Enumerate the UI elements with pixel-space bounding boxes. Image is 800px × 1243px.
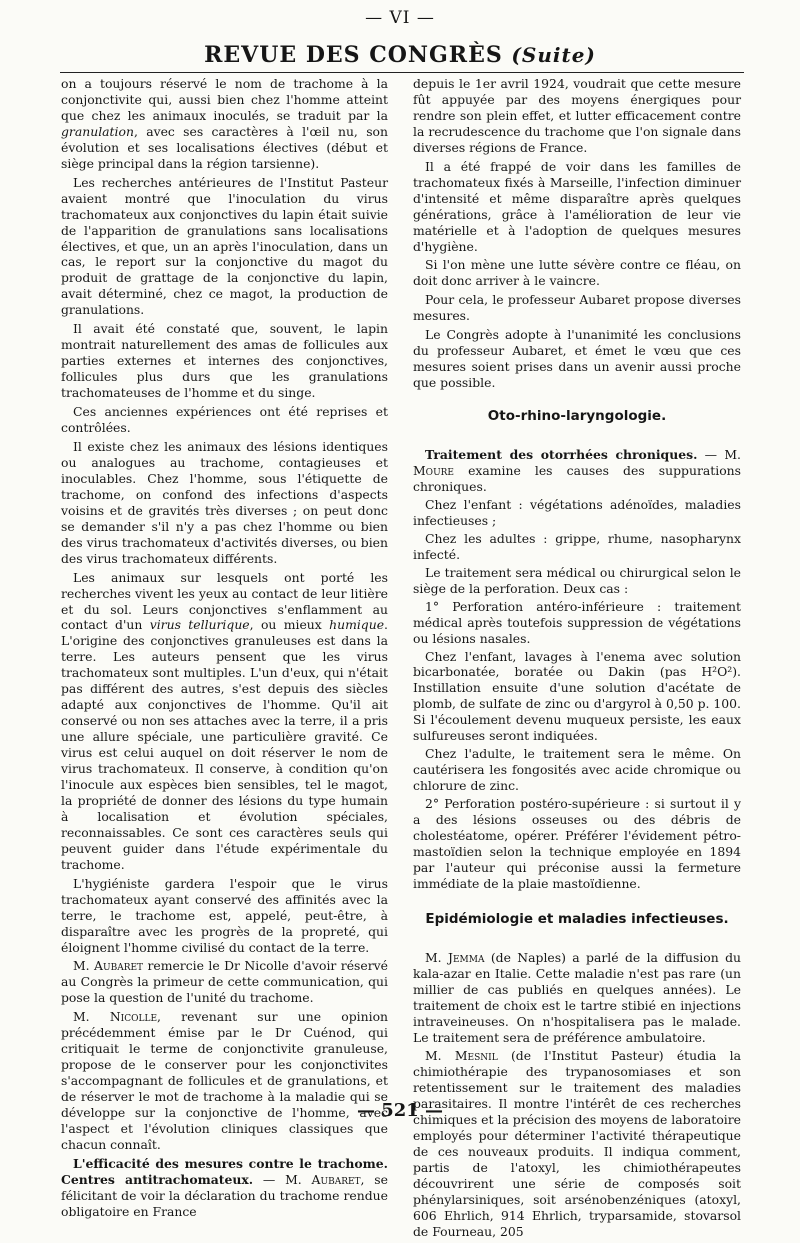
paragraph: Il a été frappé de voir dans les familles de trachomateux fixés à Marseille, l'infection diminuer d'intensité et même disparaître après quelques générations, grâce à l'amélioration de leur vie matérielle et à l'adoption de quelques mesures d'hygiène. (413, 158, 741, 254)
speaker-name: M. Aubaret (73, 958, 144, 974)
paragraph: 2° Perforation postéro-supérieure : si surtout il y a des lésions osseuses ou des débris de cholestéatome, opérer. Préférer l'évidement pétro-mastoïdien selon la technique employée en 1894 par l'auteur qui préconise aussi la fermeture immédiate de la plaie mastoïdienne. (413, 796, 741, 891)
speaker-name: Moure (413, 463, 454, 479)
running-head (0, 42, 800, 68)
left-column (61, 76, 388, 1223)
paragraph: Chez l'enfant : végétations adénoïdes, maladies infectieuses ; (413, 496, 741, 528)
paragraph: Il avait été constaté que, souvent, le lapin montrait naturellement des amas de follicules aux parties externes et internes des conjonctives, follicules plus durs que les granulations trachomateuses de l'homme et du singe. (61, 321, 388, 401)
paragraph: on a toujours réservé le nom de trachome à la conjonctivite qui, aussi bien chez l'homme atteint que chez les animaux inoculés, se traduit par la granulation, avec ses caractères à l'œil nu, son évolution et ses localisations électives (début et siège principal dans la région tarsienne). (61, 76, 388, 171)
speaker-name: M. Mesnil (425, 1048, 498, 1064)
paragraph: Ces anciennes expériences ont été reprises et contrôlées. (61, 404, 388, 436)
header-rule (60, 72, 744, 73)
right-column (413, 76, 741, 1243)
paragraph: Pour cela, le professeur Aubaret propose diverses mesures. (413, 292, 741, 324)
paragraph: Les recherches antérieures de l'Institut Pasteur avaient montré que l'inoculation du virus trachomateux aux conjonctives du lapin était suivie de l'apparition de granulations sans localisations électives, et que, un an après l'inoculation, dans un cas, le report sur la conjonctive du magot du produit de grattage de la conjonctive du lapin, avait déterminé, chez ce magot, la production de granulations. (61, 174, 388, 318)
paragraph: Le Congrès adopte à l'unanimité les conclusions du professeur Aubaret, et émet le vœu que ces mesures soient prises dans un avenir aussi proche que possible. (413, 327, 741, 391)
paragraph: Chez l'enfant, lavages à l'enema avec solution bicarbonatée, boratée ou Dakin (pas H²O²). Instillation ensuite d'une solution d'acétate de plomb, de sulfate de zinc ou d'argyrol à 0,50 p. 100. Si l'écoulement devenu muqueux persiste, les eaux sulfureuses seront indiquées. (413, 648, 741, 744)
paragraph: Chez les adultes : grippe, rhume, nasopharynx infecté. (413, 530, 741, 562)
speaker-name: Aubaret (311, 1171, 361, 1187)
paragraph: Les animaux sur lesquels ont porté les recherches vivent les yeux au contact de leur litière et du sol. Leurs conjonctives s'enflamment au contact d'un virus tellurique, ou mieux humique. L'origine des conjonctives granuleuses est dans la terre. Les auteurs pensent que les virus trachomateux sont multiples. L'un d'eux, qui n'était pas différent des autres, s'est depuis des siècles adapté aux conjonctives de l'homme. Qu'il ait conservé ou non ses attaches avec la terre, il a pris une allure spéciale, une particulière gravité. Ce virus est celui auquel on doit réserver le nom de virus trachomateux. Il conserve, à condition qu'on l'inocule aux espèces bien sensibles, tel le magot, la propriété de donner des lésions du type humain à localisation et évolution spéciales, reconnaissables. Ce sont ces caractères seuls qui peuvent guider dans l'étude expérimentale du trachome. (61, 569, 388, 872)
paragraph: Il existe chez les animaux des lésions identiques ou analogues au trachome, contagieuses et inoculables. Chez l'homme, sous l'étiquette de trachome, on confond des infections d'aspects voisins et de gravités très diverses ; on peut donc se demander s'il n'y a pas chez l'homme ou bien des virus trachomateux d'activités diverses, ou bien des virus trachomateux différents. (61, 438, 388, 566)
section-heading: Oto-rhino-laryngologie. (487, 408, 667, 425)
paragraph: Traitement des otorrhées chroniques. — M. Moure examine les causes des suppurations chroniques. (413, 447, 741, 494)
paragraph: M. Mesnil (de l'Institut Pasteur) étudia la chimiothérapie des trypanosomiases et son retentissement sur le traitement des maladies parasitaires. Il montre l'intérêt de ces recherches chimiques et la précision des moyens de laboratoire employés pour déterminer l'activité thérapeutique de ces nouveaux produits. Il indiqua comment, partis de l'atoxyl, les chimiothérapeutes découvrirent une série de composés soit phénylarsiniques, soit arsénobenzéniques (atoxyl, 606 Ehrlich, 914 Ehrlich, tryparsamide, stovarsol de Fourneau, 205 (413, 1048, 741, 1239)
subsection-title: L'efficacité des mesures contre le trachome. Centres antitrachomateux. (61, 1155, 388, 1187)
page-number: — 521 — (356, 1100, 444, 1121)
paragraph: M. Jemma (de Naples) a parlé de la diffusion du kala-azar en Italie. Cette maladie n'est pas rare (un millier de cas publiés en quelques années). Le traitement de choix est le tartre stibié en injections intraveineuses. On n'hospitalisera pas le malade. Le traitement sera de préférence ambulatoire. (413, 949, 741, 1045)
page-number-roman: — VI — (365, 8, 435, 28)
speaker-name: M. Nicolle (73, 1009, 158, 1025)
paragraph: Chez l'adulte, le traitement sera le même. On cautérisera les fongosités avec acide chromique ou chlorure de zinc. (413, 746, 741, 794)
title-suffix: (Suite) (511, 43, 596, 67)
paragraph: M. Aubaret remercie le Dr Nicolle d'avoir réservé au Congrès la primeur de cette communication, qui pose la question de l'unité du trachome. (61, 958, 388, 1006)
paragraph: Si l'on mène une lutte sévère contre ce fléau, on doit donc arriver à le vaincre. (413, 257, 741, 289)
paragraph: M. Nicolle, revenant sur une opinion précédemment émise par le Dr Cuénod, qui critiquait le terme de conjonctivite granuleuse, propose de le conserver pour les conjonctivites s'accompagnant de follicules et de granulations, et de réserver le mot de trachome à la maladie qui se développe sur la conjonctive de l'homme, avec l'aspect et l'évolution cliniques classiques que chacun connaît. (61, 1009, 389, 1152)
paragraph: L'hygiéniste gardera l'espoir que le virus trachomateux ayant conservé des affinités avec la terre, le trachome est, appelé, peut-être, à disparaître avec les progrès de la propreté, qui éloignent l'homme civilisé du contact de la terre. (61, 875, 388, 955)
journal-title: REVUE DES CONGRÈS (204, 42, 503, 68)
speaker-name: M. Jemma (425, 949, 485, 965)
paragraph: 1° Perforation antéro-inférieure : traitement médical après toutefois suppression de végétations ou lésions nasales. (413, 598, 741, 646)
subsection-title: Traitement des otorrhées chroniques. (425, 447, 698, 463)
paragraph: depuis le 1er avril 1924, voudrait que cette mesure fût appuyée par des moyens énergiques pour rendre son plein effet, et lutter efficacement contre la recrudescence du trachome que l'on signale dans diverses régions de France. (413, 76, 741, 155)
paragraph: L'efficacité des mesures contre le trachome. Centres antitrachomateux. — M. Aubaret, se félicitant de voir la déclaration du trachome rendue obligatoire en France (61, 1155, 388, 1219)
section-heading: Epidémiologie et maladies infectieuses. (425, 910, 729, 927)
paragraph: Le traitement sera médical ou chirurgical selon le siège de la perforation. Deux cas : (413, 564, 741, 596)
